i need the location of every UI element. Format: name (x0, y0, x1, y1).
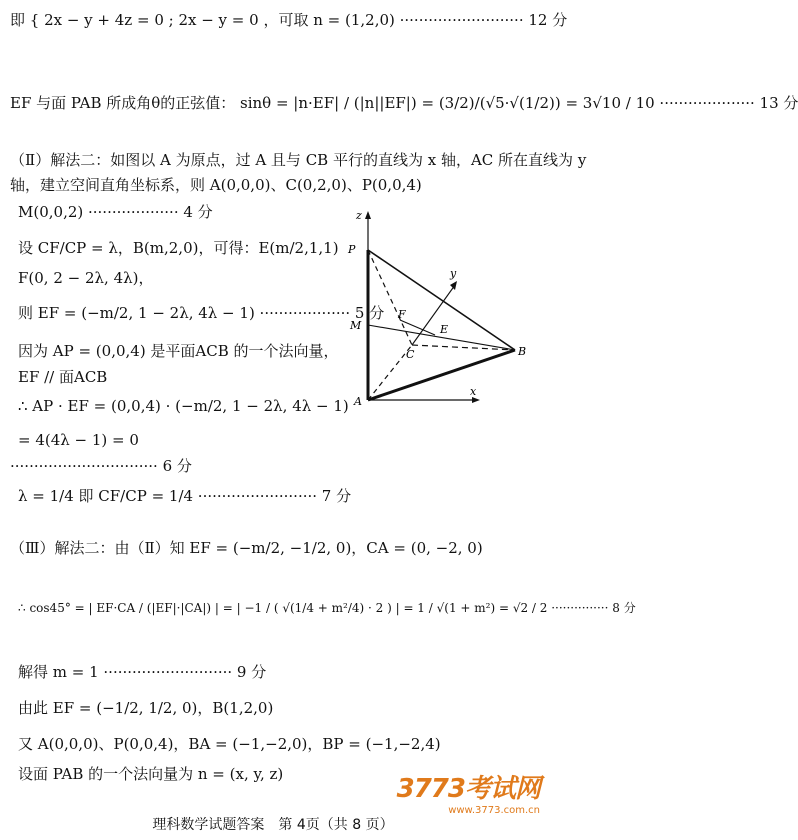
line-8: 则 EF = (−m/2, 1 − 2λ, 4λ − 1) ··················· 5 分 (18, 304, 385, 322)
segment-EF (400, 320, 435, 335)
line-7: F(0, 2 − 2λ, 4λ)， (18, 269, 154, 287)
label-y: y (450, 267, 457, 280)
line-19: 又 A(0,0,0)、P(0,0,4)，BA = (−1,−2,0)，BP = (−1,−2,4) (18, 735, 441, 753)
edge-AB (368, 350, 515, 400)
line-14: λ = 1/4 即 CF/CP = 1/4 ························· 7 分 (18, 487, 352, 505)
line-3: （Ⅱ）解法二：如图以 A 为原点，过 A 且与 CB 平行的直线为 x 轴，AC 所在直线为 y (10, 151, 587, 169)
line-18: 由此 EF = (−1/2, 1/2, 0)，B(1,2,0) (18, 699, 274, 717)
line-10: EF // 面ACB (18, 368, 108, 386)
line-2a: EF 与面 PAB 所成角θ的正弦值： (10, 94, 236, 112)
page-footer: 理科数学试题答案 第 4页（共 8 页） (152, 817, 394, 833)
label-M: M (350, 319, 362, 332)
site-watermark (397, 768, 540, 816)
label-F: F (398, 308, 406, 321)
line-17: 解得 m = 1 ··························· 9 分 (18, 663, 267, 681)
line-9: 因为 AP = (0,0,4) 是平面ACB 的一个法向量， (18, 342, 339, 360)
line-1: 即 { 2x − y + 4z = 0 ; 2x − y = 0 ，可取 n = (1,2,0) ·························· 12 分 (10, 11, 568, 29)
line-6: 设 CF/CP = λ，B(m,2,0)，可得：E(m/2,1,1) (18, 239, 339, 257)
line-13: ······························· 6 分 (10, 457, 192, 475)
line-4: 轴，建立空间直角坐标系，则 A(0,0,0)、C(0,2,0)、P(0,0,4) (10, 176, 422, 194)
z-axis-arrow (365, 211, 371, 219)
label-C: C (406, 348, 415, 361)
watermark-main: 3773考试网 (396, 774, 540, 804)
watermark-sub: www.3773.com.cn (448, 805, 540, 816)
label-B: B (518, 345, 527, 358)
line-5: M(0,0,2) ··················· 4 分 (18, 203, 213, 221)
y-axis-arrow (450, 281, 457, 290)
line-15: （Ⅲ）解法二：由（Ⅱ）知 EF = (−m/2, −1/2, 0)，CA = (0, −2, 0) (10, 539, 483, 557)
label-P: P (348, 243, 356, 256)
line-11: ∴ AP · EF = (0,0,4) · (−m/2, 1 − 2λ, 4λ − 1) (18, 397, 349, 415)
line-20: 设面 PAB 的一个法向量为 n = (x, y, z) (18, 765, 284, 783)
geometry-figure (330, 205, 535, 410)
line-16: ∴ cos45° = | EF·CA / (|EF|·|CA|) | = | −1 / ( √(1/4 + m²/4) · 2 ) | = 1 / √(1 + m²) = √2 / 2 ··············· 8 分 (18, 601, 636, 615)
label-E: E (440, 323, 449, 336)
label-A: A (354, 395, 362, 408)
label-z: z (356, 209, 362, 222)
line-12: = 4(4λ − 1) = 0 (18, 431, 139, 449)
label-x: x (470, 385, 477, 398)
line-2b: sinθ = |n·EF| / (|n||EF|) = (3/2)/(√5·√(1/2)) = 3√10 / 10 ···················· 13 分 (240, 94, 798, 112)
